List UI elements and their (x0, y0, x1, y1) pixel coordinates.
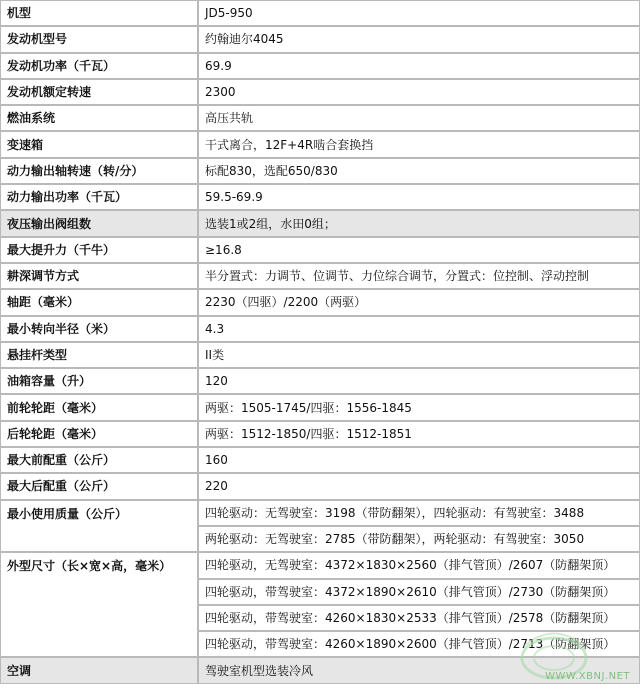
spec-value: 4.3 (198, 316, 640, 342)
dimensions-value: 四轮驱动，带驾驶室：4372×1890×2610（排气管顶）/2730（防翻架顶） (198, 579, 640, 605)
spec-label: 变速箱 (0, 131, 198, 157)
spec-row (0, 184, 640, 210)
spec-label: 发动机额定转速 (0, 79, 198, 105)
spec-label: 后轮轮距（毫米） (0, 421, 198, 447)
spec-row (0, 394, 640, 420)
spec-row (0, 26, 640, 52)
spec-row (0, 210, 640, 236)
spec-row (0, 263, 640, 289)
dimensions-label: 外型尺寸（长×宽×高，毫米） (0, 552, 198, 657)
spec-label: 耕深调节方式 (0, 263, 198, 289)
spec-label: 轴距（毫米） (0, 289, 198, 315)
spec-value: 两驱：1512-1850/四驱：1512-1851 (198, 421, 640, 447)
spec-value: 59.5-69.9 (198, 184, 640, 210)
spec-label: 发动机型号 (0, 26, 198, 52)
spec-label: 最大后配重（公斤） (0, 473, 198, 499)
spec-label: 燃油系统 (0, 105, 198, 131)
spec-value: 69.9 (198, 53, 640, 79)
spec-label: 发动机功率（千瓦） (0, 53, 198, 79)
dimensions-value: 四轮驱动，带驾驶室：4260×1890×2600（排气管顶）/2713（防翻架顶） (198, 631, 640, 657)
dimensions-value: 四轮驱动，无驾驶室：4372×1830×2560（排气管顶）/2607（防翻架顶） (198, 552, 640, 578)
spec-label: 最大提升力（千牛） (0, 237, 198, 263)
spec-value: 160 (198, 447, 640, 473)
spec-label: 动力输出轴转速（转/分） (0, 158, 198, 184)
spec-value: 两驱：1505-1745/四驱：1556-1845 (198, 394, 640, 420)
spec-label: 前轮轮距（毫米） (0, 394, 198, 420)
spec-row (0, 79, 640, 105)
spec-label: 动力输出功率（千瓦） (0, 184, 198, 210)
spec-value: 120 (198, 368, 640, 394)
spec-row (0, 368, 640, 394)
spec-row (0, 0, 640, 26)
ac-row (0, 657, 640, 683)
spec-row (0, 316, 640, 342)
watermark-text: WWW.XBNJ.NET (545, 671, 630, 682)
spec-value: 高压共轨 (198, 105, 640, 131)
spec-value: ≥16.8 (198, 237, 640, 263)
spec-value: 220 (198, 473, 640, 499)
spec-label: 最小转向半径（米） (0, 316, 198, 342)
spec-value: 约翰迪尔4045 (198, 26, 640, 52)
spec-row (0, 158, 640, 184)
spec-row (0, 237, 640, 263)
min-mass-value: 两轮驱动：无驾驶室：2785（带防翻架），两轮驱动：有驾驶室：3050 (198, 526, 640, 552)
spec-row (0, 342, 640, 368)
spec-label: 悬挂杆类型 (0, 342, 198, 368)
spec-value: JD5-950 (198, 0, 640, 26)
spec-row (0, 105, 640, 131)
ac-label: 空调 (0, 657, 198, 683)
dimensions-value: 四轮驱动，带驾驶室：4260×1830×2533（排气管顶）/2578（防翻架顶） (198, 605, 640, 631)
spec-row (0, 289, 640, 315)
spec-value: 干式离合，12F+4R啮合套换挡 (198, 131, 640, 157)
spec-row (0, 473, 640, 499)
ac-value: 驾驶室机型选装冷风 (198, 657, 640, 683)
spec-value: 标配830，选配650/830 (198, 158, 640, 184)
spec-value: 2230（四驱）/2200（两驱） (198, 289, 640, 315)
spec-row (0, 447, 640, 473)
dimensions-row (0, 552, 640, 578)
min-mass-value: 四轮驱动：无驾驶室：3198（带防翻架），四轮驱动：有驾驶室：3488 (198, 500, 640, 526)
min-mass-label: 最小使用质量（公斤） (0, 500, 198, 553)
spec-row (0, 421, 640, 447)
min-mass-row (0, 500, 640, 526)
spec-label: 油箱容量（升） (0, 368, 198, 394)
spec-label: 机型 (0, 0, 198, 26)
spec-row (0, 131, 640, 157)
spec-row (0, 53, 640, 79)
spec-label: 夜压输出阀组数 (0, 210, 198, 236)
spec-value: 2300 (198, 79, 640, 105)
spec-label: 最大前配重（公斤） (0, 447, 198, 473)
spec-value: 半分置式：力调节、位调节、力位综合调节，分置式：位控制、浮动控制 (198, 263, 640, 289)
spec-value: II类 (198, 342, 640, 368)
spec-value: 选装1或2组，水田0组； (198, 210, 640, 236)
